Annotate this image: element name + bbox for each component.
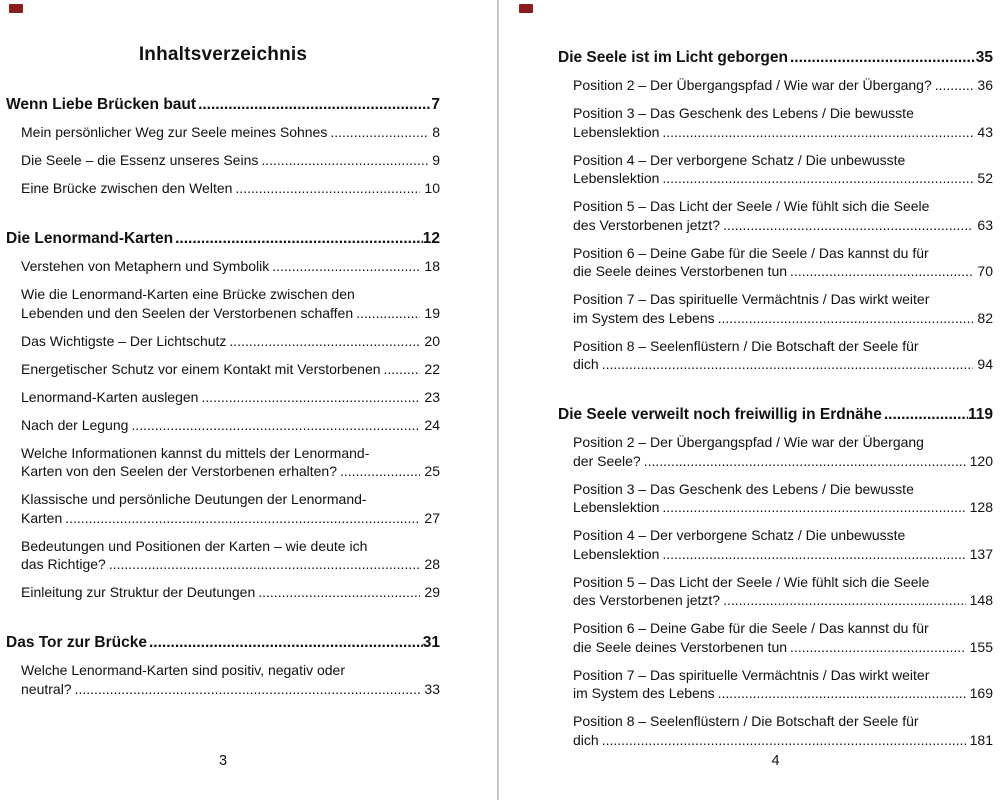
entry-label: Lebenden und den Seelen der Verstorbenen schaffen: [21, 304, 354, 321]
entry-label: Das Wichtigste – Der Lichtschutz: [21, 332, 227, 349]
page-number-left: 3: [218, 753, 228, 769]
entry-label: Lebenslektion: [573, 170, 660, 186]
entry-dot-leader: [330, 123, 428, 142]
entry-label: im System des Lebens: [573, 309, 715, 326]
entry-leader-line: [573, 684, 993, 703]
toc-entry: [558, 244, 993, 281]
toc-entry: [6, 332, 440, 351]
entry-label: die Seele deines Verstorbenen tun: [573, 263, 788, 279]
entry-first-line: Position 6 – Deine Gabe für die Seele / Das kannst du für: [573, 620, 929, 636]
toc-entry: [6, 151, 440, 170]
entry-leader-line: [21, 462, 440, 481]
toc-entry: [6, 416, 440, 435]
entry-leader-line: [573, 216, 993, 235]
entry-leader-line: [573, 169, 993, 188]
toc-entry: [558, 573, 993, 610]
entry-first-line: Position 8 – Seelenflüstern / Die Botschaft der Seele für: [573, 337, 919, 354]
entry-dot-leader: [109, 555, 421, 574]
entry-first-line: Position 4 – Der verborgene Schatz / Die unbewusste: [573, 527, 906, 543]
entry-leader-line: [21, 416, 440, 435]
toc-entry: [558, 151, 993, 188]
toc-entry: [6, 661, 440, 698]
toc-entry: [558, 197, 993, 234]
entry-leader-line: [573, 262, 993, 281]
entry-leader-line: [21, 179, 440, 198]
heading-dot-leader: [175, 229, 423, 248]
toc-entry: [558, 526, 993, 563]
entry-dot-leader: [272, 257, 420, 276]
entry-label: neutral?: [21, 680, 72, 697]
section-heading-label: Die Seele ist im Licht geborgen: [558, 49, 788, 66]
entry-pagenum: 137: [969, 545, 993, 562]
entry-first-line: Position 7 – Das spirituelle Vermächtnis / Das wirkt weiter: [573, 666, 930, 683]
entry-leader-line: [21, 304, 440, 323]
toc-entry: [558, 619, 993, 656]
entry-leader-line: [573, 591, 993, 610]
entry-pagenum: 24: [424, 416, 440, 433]
entry-pagenum: 94: [977, 356, 993, 372]
toc-entry: [6, 537, 440, 574]
entry-dot-leader: [65, 509, 420, 528]
entry-pagenum: 63: [977, 216, 993, 233]
entry-dot-leader: [718, 309, 974, 328]
entry-leader-line: [21, 332, 440, 351]
entry-pagenum: 8: [432, 124, 440, 140]
entry-label: Energetischer Schutz vor einem Kontakt mit Verstorbenen: [21, 360, 381, 377]
toc-section: [6, 229, 440, 612]
entry-dot-leader: [790, 638, 966, 657]
entry-first-line: Position 2 – Der Übergangspfad / Wie war der Übergang: [573, 434, 924, 450]
toc-entry: [6, 583, 440, 602]
entry-pagenum: 25: [424, 463, 440, 479]
heading-dot-leader: [149, 633, 423, 652]
entry-leader-line: [573, 545, 993, 564]
entry-pagenum: 70: [977, 263, 993, 279]
entry-first-line: Position 5 – Das Licht der Seele / Wie fühlt sich die Seele: [573, 198, 930, 214]
section-heading-pagenum: 7: [431, 96, 440, 113]
entry-first-line: Klassische und persönliche Deutungen der Lenormand-: [21, 491, 367, 507]
page-divider: [497, 0, 499, 800]
section-heading-label: Die Lenormand-Karten: [6, 230, 174, 247]
entry-label: Die Seele – die Essenz unseres Seins: [21, 152, 259, 168]
toc-page-left: [6, 0, 440, 800]
toc-section-heading: [558, 405, 993, 424]
toc-entry: [558, 290, 993, 327]
entry-first-line: Position 3 – Das Geschenk des Lebens / Die bewusste: [573, 105, 914, 121]
entry-first-line: Position 7 – Das spirituelle Vermächtnis / Das wirkt weiter: [573, 291, 930, 307]
toc-section-heading: [558, 48, 993, 67]
entry-first-line: Wie die Lenormand-Karten eine Brücke zwischen den: [21, 286, 355, 302]
toc-entry: [558, 666, 993, 703]
toc-page-right: [558, 0, 993, 800]
entry-leader-line: [21, 680, 440, 699]
entry-first-line: Position 8 – Seelenflüstern / Die Botschaft der Seele für: [573, 713, 919, 729]
entry-dot-leader: [229, 332, 420, 351]
entry-label: Lebenslektion: [573, 123, 660, 140]
entry-label: im System des Lebens: [573, 685, 715, 701]
entry-label: Karten: [21, 509, 63, 526]
entry-first-line: Welche Lenormand-Karten sind positiv, negativ oder: [21, 662, 345, 678]
toc-section-heading: [6, 95, 440, 114]
section-heading-label: Die Seele verweilt noch freiwillig in Erdnähe: [558, 406, 882, 423]
entry-pagenum: 20: [424, 332, 440, 349]
section-heading-pagenum: 119: [967, 406, 993, 423]
entry-leader-line: [573, 76, 993, 95]
entry-dot-leader: [602, 731, 966, 750]
entry-pagenum: 82: [977, 309, 993, 326]
entry-first-line: Position 6 – Deine Gabe für die Seele / Das kannst du für: [573, 244, 929, 261]
entry-dot-leader: [662, 123, 973, 142]
entry-pagenum: 22: [424, 360, 440, 377]
entry-leader-line: [573, 309, 993, 328]
toc-entry: [6, 179, 440, 198]
entry-pagenum: 181: [969, 731, 993, 748]
toc-section: [558, 48, 993, 384]
entry-dot-leader: [340, 462, 420, 481]
section-heading-pagenum: 31: [422, 634, 440, 651]
toc-entry: [6, 490, 440, 527]
toc-section: [558, 405, 993, 760]
toc-entry: [6, 360, 440, 379]
page-title: Inhaltsverzeichnis: [138, 44, 308, 65]
entry-pagenum: 18: [424, 258, 440, 274]
entry-pagenum: 120: [969, 452, 993, 469]
entry-label: das Richtige?: [21, 556, 106, 572]
toc-entry: [6, 285, 440, 322]
toc-entry: [558, 76, 993, 95]
entry-pagenum: 148: [969, 592, 993, 608]
section-heading-label: Wenn Liebe Brücken baut: [6, 96, 197, 113]
toc-entry: [558, 104, 993, 141]
entry-leader-line: [573, 123, 993, 142]
entry-leader-line: [21, 509, 440, 528]
entry-label: dich: [573, 731, 599, 748]
entry-dot-leader: [261, 151, 428, 170]
toc-section: [6, 633, 440, 709]
entry-pagenum: 128: [969, 499, 993, 515]
entry-pagenum: 19: [424, 304, 440, 321]
heading-dot-leader: [884, 405, 968, 424]
toc-entry: [558, 337, 993, 374]
entry-pagenum: 155: [969, 638, 993, 655]
entry-dot-leader: [662, 545, 965, 564]
entry-dot-leader: [602, 355, 974, 374]
entry-first-line: Position 4 – Der verborgene Schatz / Die unbewusste: [573, 151, 906, 168]
entry-label: Lebenslektion: [573, 499, 660, 515]
entry-dot-leader: [644, 452, 966, 471]
entry-label: die Seele deines Verstorbenen tun: [573, 638, 788, 655]
entry-pagenum: 52: [977, 170, 993, 186]
entry-label: Position 2 – Der Übergangspfad / Wie war der Übergang?: [573, 77, 932, 93]
entry-leader-line: [21, 388, 440, 407]
entry-pagenum: 28: [424, 556, 440, 572]
entry-leader-line: [573, 498, 993, 517]
entry-leader-line: [573, 355, 993, 374]
entry-pagenum: 23: [424, 388, 440, 405]
entry-label: des Verstorbenen jetzt?: [573, 592, 721, 608]
entry-pagenum: 27: [424, 509, 440, 526]
entry-pagenum: 36: [977, 77, 993, 93]
entry-dot-leader: [723, 591, 966, 610]
toc-entry: [558, 433, 993, 470]
entry-label: Mein persönlicher Weg zur Seele meines Sohnes: [21, 124, 328, 140]
entry-dot-leader: [790, 262, 973, 281]
entry-label: Einleitung zur Struktur der Deutungen: [21, 584, 256, 600]
entry-leader-line: [573, 731, 993, 750]
entry-leader-line: [21, 151, 440, 170]
entry-dot-leader: [384, 360, 421, 379]
toc-entry: [6, 257, 440, 276]
toc-entry: [6, 444, 440, 481]
entry-label: Verstehen von Metaphern und Symbolik: [21, 258, 270, 274]
toc-entry: [558, 712, 993, 749]
toc-entry: [6, 388, 440, 407]
entry-label: des Verstorbenen jetzt?: [573, 216, 721, 233]
entry-dot-leader: [201, 388, 420, 407]
entry-pagenum: 169: [969, 685, 993, 701]
entry-pagenum: 43: [977, 123, 993, 140]
entry-label: Lenormand-Karten auslegen: [21, 388, 199, 405]
entry-first-line: Welche Informationen kannst du mittels der Lenormand-: [21, 444, 370, 461]
entry-label: Karten von den Seelen der Verstorbenen erhalten?: [21, 463, 338, 479]
entry-dot-leader: [75, 680, 421, 699]
entry-leader-line: [21, 555, 440, 574]
entry-dot-leader: [935, 76, 974, 95]
entry-leader-line: [21, 123, 440, 142]
entry-dot-leader: [356, 304, 420, 323]
entry-dot-leader: [235, 179, 420, 198]
toc-section: [6, 95, 440, 208]
entry-dot-leader: [662, 169, 973, 188]
heading-dot-leader: [198, 95, 431, 114]
entry-first-line: Position 3 – Das Geschenk des Lebens / Die bewusste: [573, 480, 914, 497]
entry-pagenum: 9: [432, 152, 440, 168]
entry-label: Nach der Legung: [21, 416, 129, 433]
entry-first-line: Bedeutungen und Positionen der Karten – wie deute ich: [21, 537, 368, 554]
entry-leader-line: [21, 257, 440, 276]
entry-label: der Seele?: [573, 452, 641, 469]
entry-leader-line: [573, 452, 993, 471]
entry-label: Eine Brücke zwischen den Welten: [21, 180, 233, 196]
entry-pagenum: 29: [424, 584, 440, 600]
entry-leader-line: [573, 638, 993, 657]
toc-entry: [558, 480, 993, 517]
toc-section-heading: [6, 633, 440, 652]
entry-label: Lebenslektion: [573, 545, 660, 562]
entry-leader-line: [21, 583, 440, 602]
red-corner-mark-right: [519, 4, 533, 13]
entry-dot-leader: [662, 498, 965, 517]
entry-leader-line: [21, 360, 440, 379]
page-number-right: 4: [771, 753, 780, 769]
section-heading-label: Das Tor zur Brücke: [6, 634, 147, 651]
entry-dot-leader: [131, 416, 420, 435]
section-heading-pagenum: 35: [975, 49, 993, 66]
entry-label: dich: [573, 356, 599, 372]
entry-first-line: Position 5 – Das Licht der Seele / Wie fühlt sich die Seele: [573, 573, 930, 590]
entry-dot-leader: [718, 684, 966, 703]
heading-dot-leader: [790, 48, 976, 67]
toc-entry: [6, 123, 440, 142]
entry-pagenum: 33: [424, 680, 440, 697]
entry-dot-leader: [723, 216, 973, 235]
entry-pagenum: 10: [424, 180, 440, 196]
toc-section-heading: [6, 229, 440, 248]
entry-dot-leader: [258, 583, 420, 602]
section-heading-pagenum: 12: [422, 230, 440, 247]
